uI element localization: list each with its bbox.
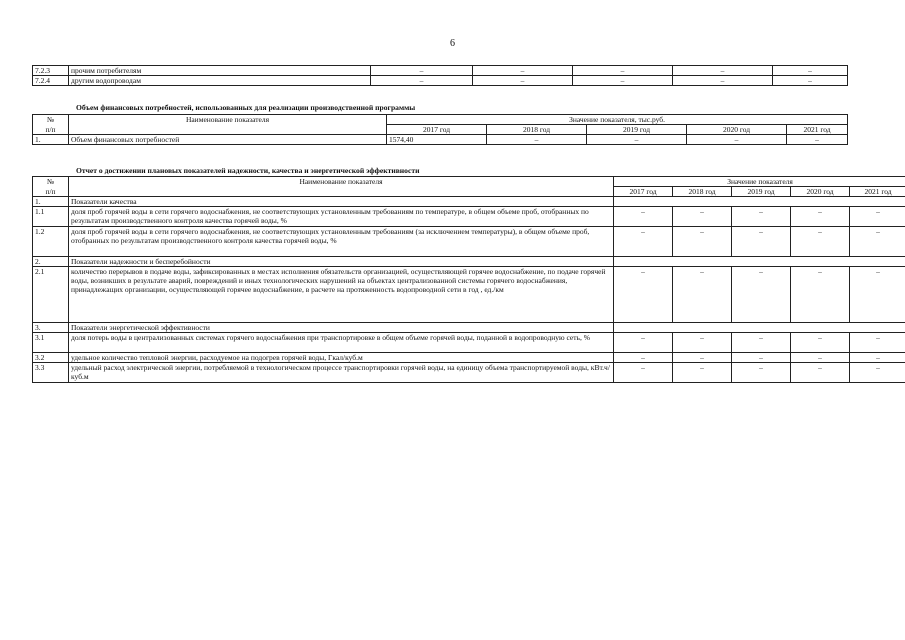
value-cell: – (673, 353, 732, 363)
group-row (33, 197, 905, 207)
value-cell: – (791, 353, 850, 363)
table-row (33, 353, 905, 363)
value-cell: – (614, 353, 673, 363)
year-header: 2020 год (791, 187, 850, 197)
value-cell: – (850, 363, 905, 383)
value-cell: – (473, 66, 573, 76)
value-cell: – (614, 227, 673, 257)
value-cell: – (673, 66, 773, 76)
table-header-row (33, 115, 848, 125)
row-name: удельное количество тепловой энергии, расходуемое на подогрев горячей воды, Гкал/куб.м (69, 353, 614, 363)
year-header: 2019 год (587, 125, 687, 135)
table-row (33, 267, 905, 323)
value-cell: – (850, 267, 905, 323)
empty-cell (614, 197, 905, 207)
table-header-row (33, 125, 848, 135)
table-row (33, 76, 848, 86)
header-num: № (33, 177, 69, 187)
table-row (33, 66, 848, 76)
value-cell: – (614, 207, 673, 227)
row-name: количество перерывов в подаче воды, зафиксированных в местах исполнения обязательств организацией, осуществляющей горячее водоснабжение, по подаче горячей воды, возникших в результате аварий, повреждений и иных технологических нарушений на объектах централизованной системы горячего водоснабжения, принадлежащих организации, осуществляющей горячее водоснабжение, в расчете на протяженность водопроводной сети в год , ед./км (69, 267, 614, 323)
row-name: Показатели надежности и бесперебойности (69, 257, 614, 267)
value-cell: – (473, 76, 573, 86)
value-cell: – (732, 353, 791, 363)
value-cell: – (573, 66, 673, 76)
row-name: доля проб горячей воды в сети горячего водоснабжения, не соответствующих установленным требованиям (за исключением температуры), в общем объеме проб, отобранных по результатам производственного контроля качества горячей воды, % (69, 227, 614, 257)
row-name: Показатели энергетической эффективности (69, 323, 614, 333)
value-cell: – (732, 363, 791, 383)
row-number: 3.3 (33, 363, 69, 383)
finance-table (32, 114, 848, 145)
year-header: 2020 год (687, 125, 787, 135)
table-header-row (33, 177, 905, 187)
year-header: 2019 год (732, 187, 791, 197)
value-cell: – (850, 333, 905, 353)
value-cell: – (487, 135, 587, 145)
row-name: Объем финансовых потребностей (69, 135, 387, 145)
value-cell: – (673, 333, 732, 353)
year-header: 2018 год (673, 187, 732, 197)
row-name: прочим потребителям (69, 66, 371, 76)
row-name: доля проб горячей воды в сети горячего водоснабжения, не соответствующих установленным требованиям по температуре, в общем объеме проб, отобранных по результатам производственного контроля качества горячей воды, % (69, 207, 614, 227)
value-cell: – (791, 267, 850, 323)
value-cell: – (791, 207, 850, 227)
value-cell: – (573, 76, 673, 86)
value-cell: – (732, 207, 791, 227)
empty-cell (614, 257, 905, 267)
table-row (33, 363, 905, 383)
value-cell: – (791, 227, 850, 257)
header-name-empty (69, 125, 387, 135)
year-header: 2017 год (387, 125, 487, 135)
row-number: 1.1 (33, 207, 69, 227)
header-num-2: п/п (33, 125, 69, 135)
row-name: доля потерь воды в централизованных системах горячего водоснабжения при транспортировке в общем объеме горячей воды, поданной в водопроводную сеть, % (69, 333, 614, 353)
value-cell: – (673, 227, 732, 257)
value-cell: – (673, 267, 732, 323)
row-name: другим водопроводам (69, 76, 371, 86)
table-row (33, 227, 905, 257)
row-number: 2.1 (33, 267, 69, 323)
row-number: 3.1 (33, 333, 69, 353)
value-cell: – (614, 267, 673, 323)
value-cell: – (773, 66, 848, 76)
report-table (32, 176, 905, 383)
header-name-empty (69, 187, 614, 197)
value-cell: 1574,40 (387, 135, 487, 145)
row-number: 1. (33, 197, 69, 207)
year-header: 2021 год (850, 187, 905, 197)
value-cell: – (791, 333, 850, 353)
table-row (33, 135, 848, 145)
empty-cell (614, 323, 905, 333)
header-name: Наименование показателя (69, 115, 387, 125)
value-cell: – (371, 66, 473, 76)
year-header: 2021 год (787, 125, 848, 135)
value-cell: – (732, 227, 791, 257)
row-number: 3. (33, 323, 69, 333)
table-header-row (33, 187, 905, 197)
value-cell: – (673, 76, 773, 86)
finance-section-title: Объем финансовых потребностей, использованных для реализации производственной программы (76, 103, 416, 112)
header-name: Наименование показателя (69, 177, 614, 187)
value-cell: – (587, 135, 687, 145)
value-cell: – (673, 363, 732, 383)
group-row (33, 257, 905, 267)
header-num: № (33, 115, 69, 125)
value-cell: – (773, 76, 848, 86)
row-number: 2. (33, 257, 69, 267)
year-header: 2018 год (487, 125, 587, 135)
value-cell: – (371, 76, 473, 86)
report-section-title: Отчет о достижении плановых показателей надежности, качества и энергетической эффективности (76, 166, 420, 175)
value-cell: – (614, 333, 673, 353)
value-cell: – (732, 333, 791, 353)
value-cell: – (850, 207, 905, 227)
value-cell: – (850, 353, 905, 363)
row-number: 7.2.3 (33, 66, 69, 76)
row-number: 1.2 (33, 227, 69, 257)
value-cell: – (787, 135, 848, 145)
header-num-2: п/п (33, 187, 69, 197)
page-number: 6 (450, 38, 455, 49)
row-number: 1. (33, 135, 69, 145)
value-cell: – (732, 267, 791, 323)
table-row (33, 207, 905, 227)
value-cell: – (614, 363, 673, 383)
value-cell: – (687, 135, 787, 145)
row-number: 7.2.4 (33, 76, 69, 86)
value-cell: – (850, 227, 905, 257)
continuation-table (32, 65, 848, 86)
value-cell: – (791, 363, 850, 383)
row-number: 3.2 (33, 353, 69, 363)
header-value: Значение показателя (614, 177, 905, 187)
value-cell: – (673, 207, 732, 227)
header-value: Значение показателя, тыс.руб. (387, 115, 848, 125)
table-row (33, 333, 905, 353)
row-name: удельный расход электрической энергии, потребляемой в технологическом процессе транспортировки горячей воды, на единицу объема транспортируемой воды, кВт.ч/куб.м (69, 363, 614, 383)
year-header: 2017 год (614, 187, 673, 197)
group-row (33, 323, 905, 333)
row-name: Показатели качества (69, 197, 614, 207)
